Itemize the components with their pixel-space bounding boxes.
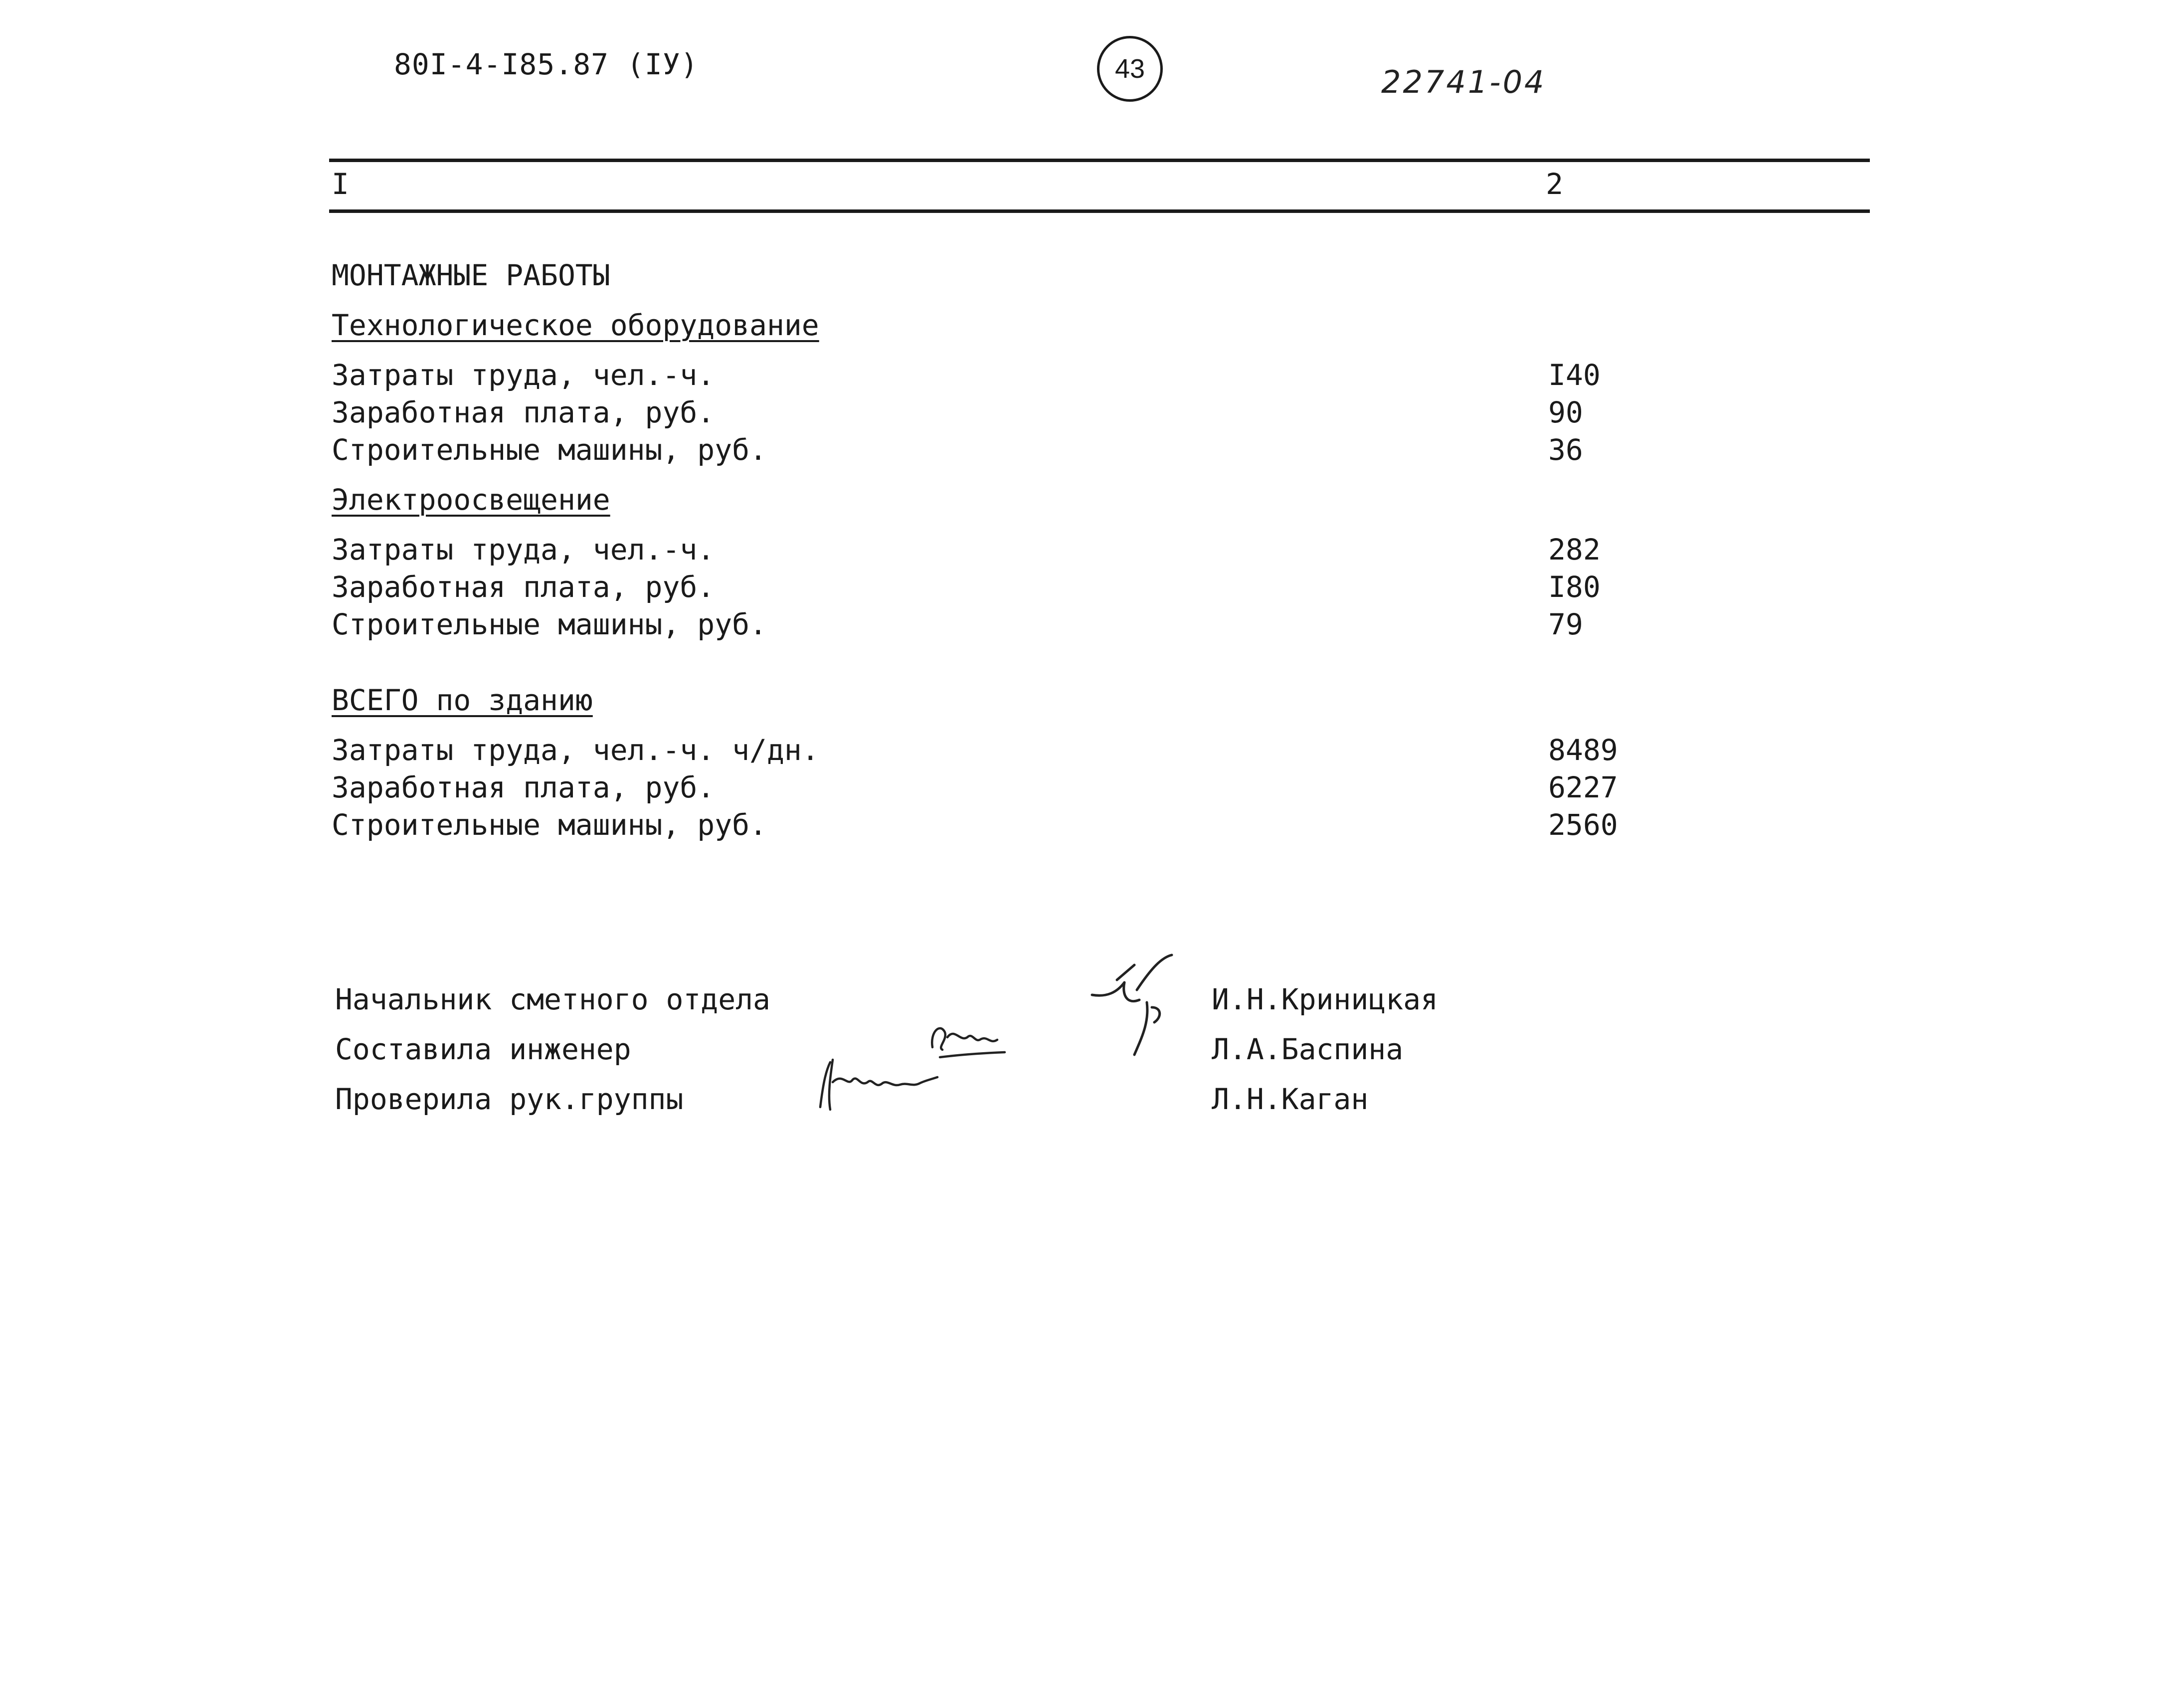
row-label: Затраты труда, чел.-ч. — [332, 358, 715, 392]
document-code: 80I-4-I85.87 (IУ) — [394, 47, 699, 81]
group-heading-lighting: Электроосвещение — [332, 483, 610, 517]
signature-scribble-head — [1087, 948, 1187, 1062]
row-value: 90 — [1548, 395, 1583, 429]
row-value: 282 — [1548, 533, 1601, 567]
row-label: Затраты труда, чел.-ч. — [332, 533, 715, 567]
row-value: I40 — [1548, 358, 1601, 392]
signature-position: Составила инженер — [335, 1032, 631, 1066]
row-label: Затраты труда, чел.-ч. ч/дн. — [332, 733, 819, 767]
row-value: 2560 — [1548, 808, 1618, 842]
signature-position: Начальник сметного отдела — [335, 982, 770, 1016]
column-header-1: I — [332, 167, 349, 201]
signature-position: Проверила рук.группы — [335, 1082, 684, 1116]
signature-name: Л.А.Баспина — [1212, 1032, 1404, 1066]
group-heading-equipment: Технологическое оборудование — [332, 308, 819, 342]
row-value: 79 — [1548, 607, 1583, 641]
row-label: Строительные машины, руб. — [332, 808, 767, 842]
page-number: 43 — [1114, 54, 1145, 84]
column-header-2: 2 — [1546, 167, 1563, 201]
group-heading-total: ВСЕГО по зданию — [332, 683, 593, 717]
row-label: Строительные машины, руб. — [332, 433, 767, 467]
inventory-number: 22741-04 — [1381, 64, 1546, 100]
row-value: 36 — [1548, 433, 1583, 467]
row-label: Заработная плата, руб. — [332, 770, 715, 804]
signature-name: И.Н.Криницкая — [1212, 982, 1438, 1016]
row-label: Заработная плата, руб. — [332, 570, 715, 604]
page-number-circle — [1097, 36, 1163, 102]
signature-name: Л.Н.Каган — [1212, 1082, 1369, 1116]
row-value: 8489 — [1548, 733, 1618, 767]
table-top-rule — [329, 159, 1870, 162]
row-value: I80 — [1548, 570, 1601, 604]
section-title: МОНТАЖНЫЕ РАБОТЫ — [332, 258, 610, 292]
signature-scribble-group-lead — [813, 1052, 942, 1117]
row-label: Заработная плата, руб. — [332, 395, 715, 429]
row-label: Строительные машины, руб. — [332, 607, 767, 641]
table-bottom-rule — [329, 209, 1870, 213]
row-value: 6227 — [1548, 770, 1618, 804]
